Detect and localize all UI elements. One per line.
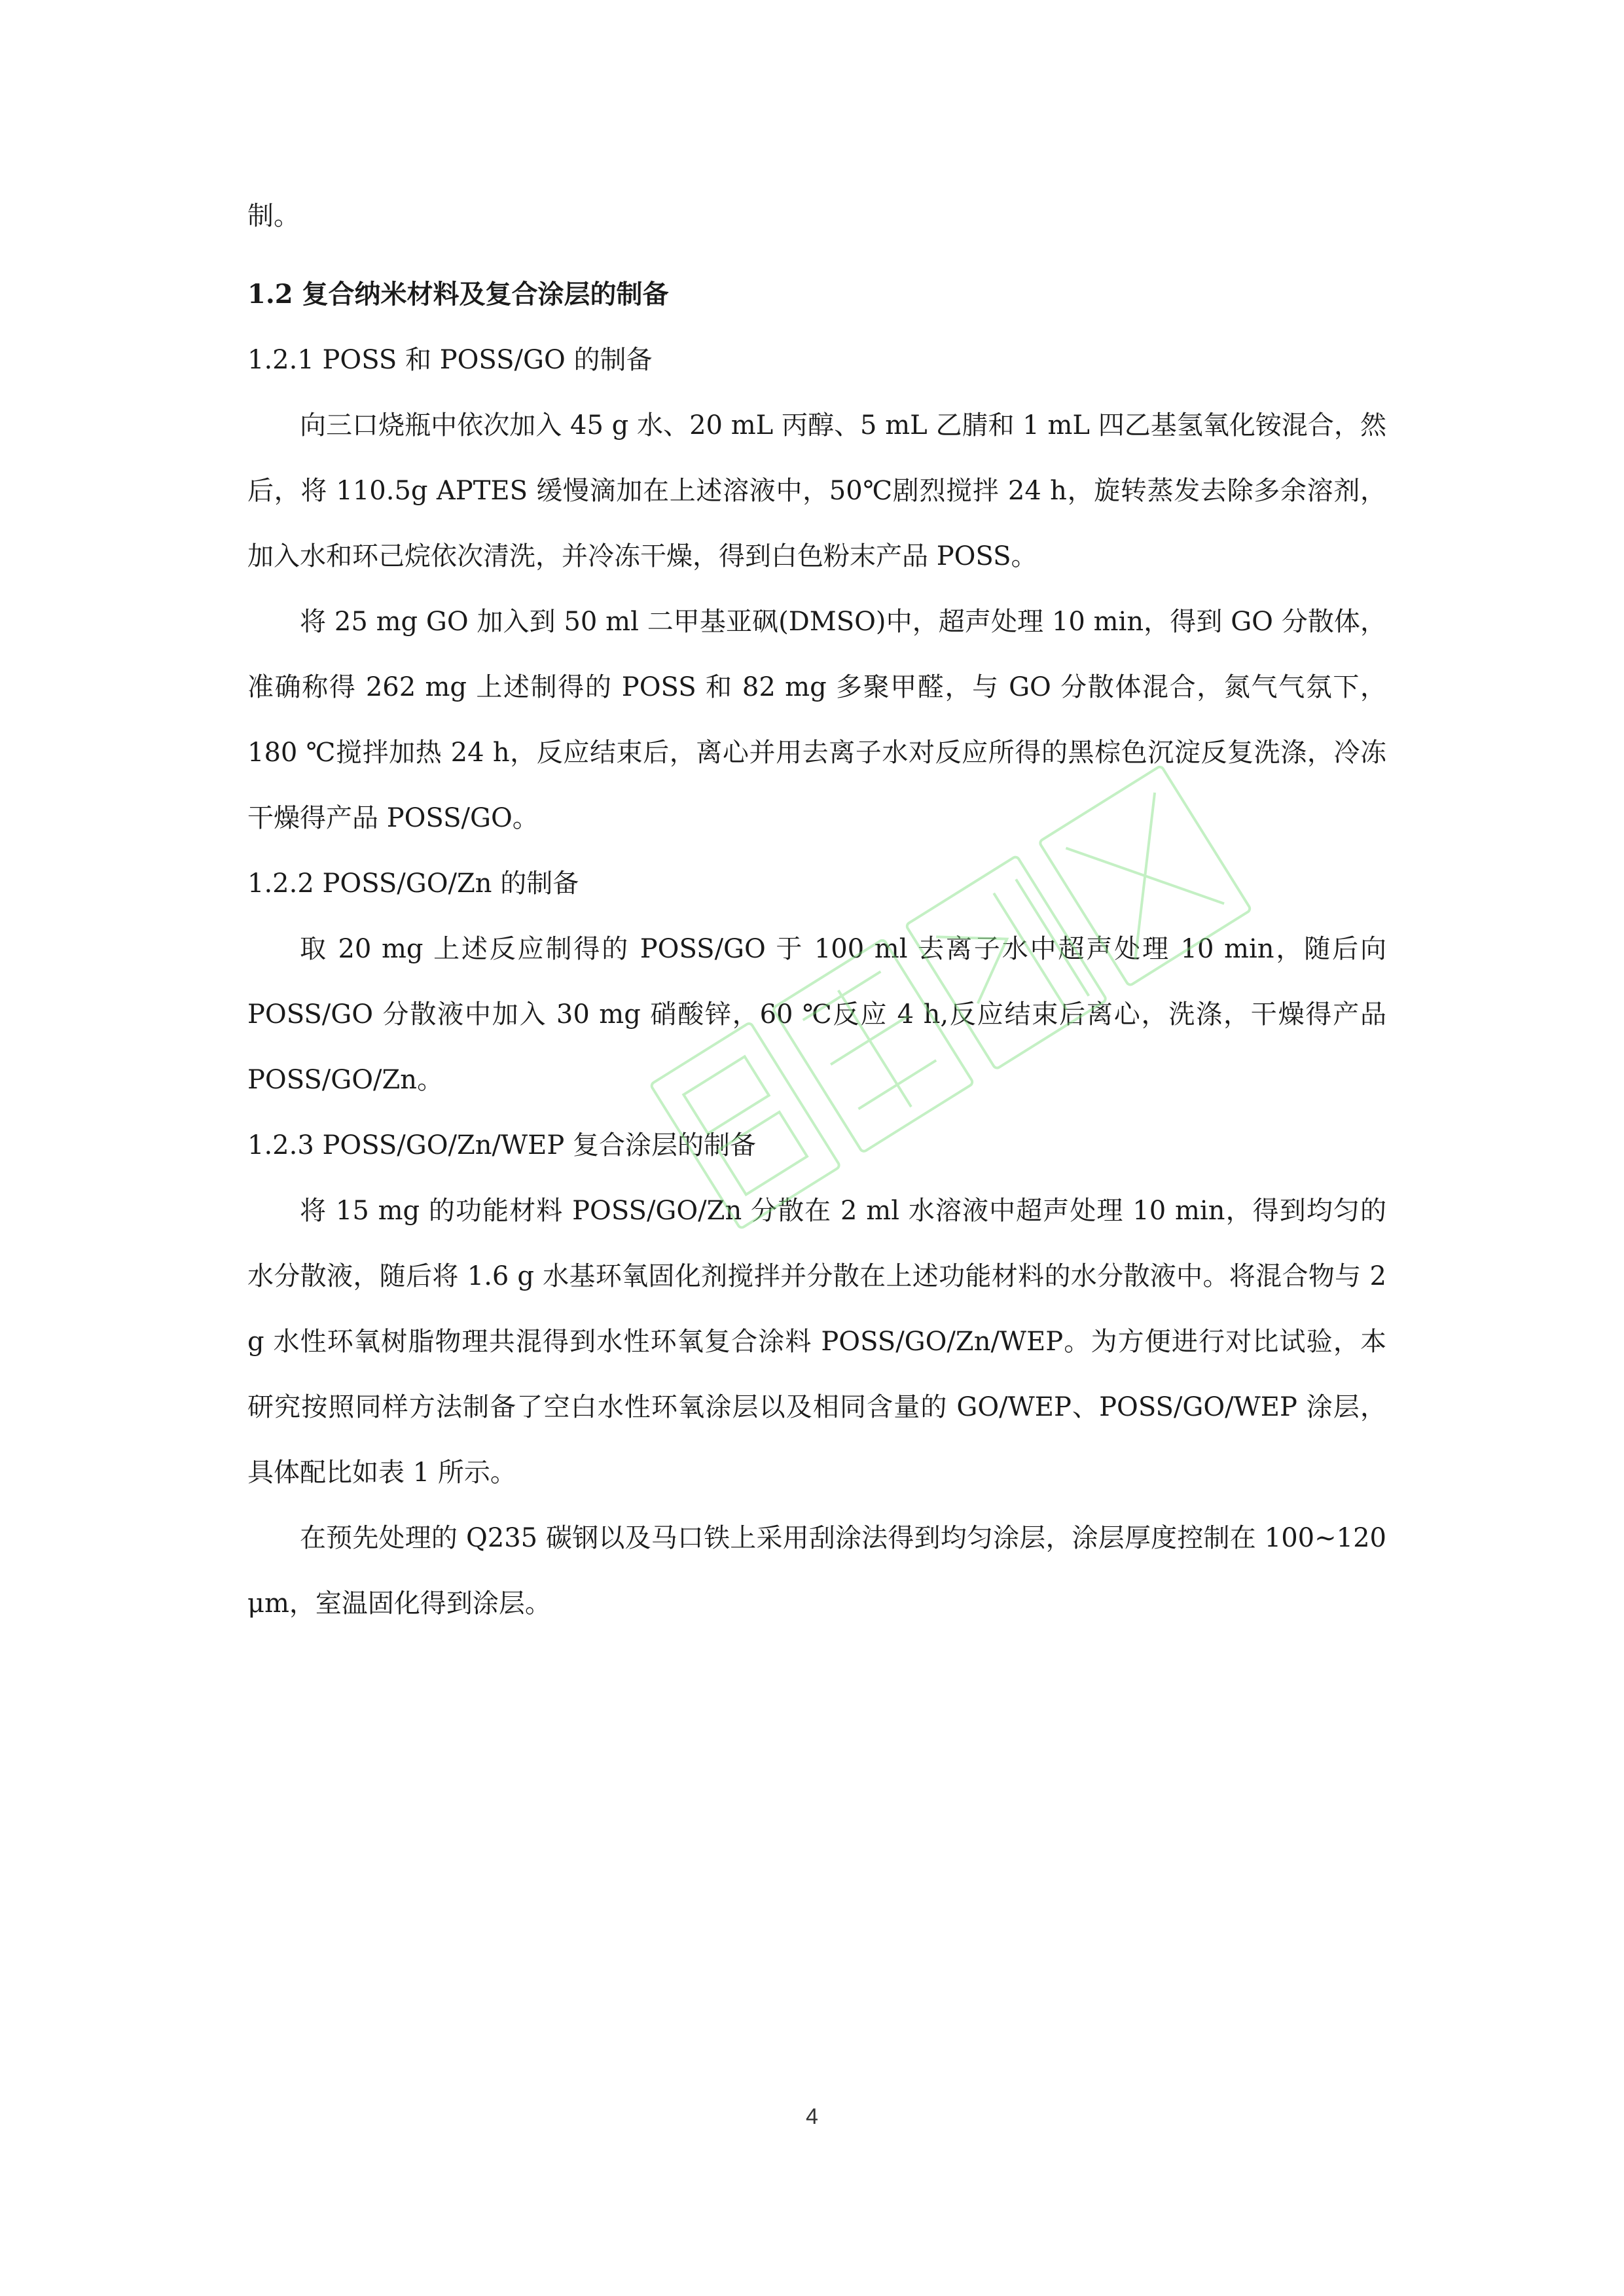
- paragraph: 在预先处理的 Q235 碳钢以及马口铁上采用刮涂法得到均匀涂层，涂层厚度控制在 100~120 μm，室温固化得到涂层。: [247, 1523, 1386, 1619]
- page-number: 4: [806, 2104, 818, 2129]
- paragraph: 向三口烧瓶中依次加入 45 g 水、20 mL 丙醇、5 mL 乙腈和 1 mL 四乙基氢氧化铵混合，然后，将 110.5g APTES 缓慢滴加在上述溶液中，50℃剧烈搅拌 24 h，旋转蒸发去除多余溶剂，加入水和环己烷依次清洗，并冷冻干燥，得到白色粉末产品 POSS。: [247, 410, 1386, 571]
- document-body: [247, 196, 1386, 1636]
- subsection-title: 1.2.2 POSS/GO/Zn 的制备: [247, 869, 579, 899]
- subsection-title: 1.2.3 POSS/GO/Zn/WEP 复合涂层的制备: [247, 1130, 756, 1160]
- subsection-title: 1.2.1 POSS 和 POSS/GO 的制备: [247, 345, 653, 375]
- section-heading: 1.2 复合纳米材料及复合涂层的制备: [247, 279, 669, 310]
- paragraph: 将 15 mg 的功能材料 POSS/GO/Zn 分散在 2 ml 水溶液中超声处理 10 min，得到均匀的水分散液，随后将 1.6 g 水基环氧固化剂搅拌并分散在上述功能材料的水分散液中。将混合物与 2 g 水性环氧树脂物理共混得到水性环氧复合涂料 POSS/GO/Zn/WEP。为方便进行对比试验，本研究按照同样方法制备了空白水性环氧涂层以及相同含量的 GO/WEP、POSS/GO/WEP 涂层，具体配比如表 1 所示。: [247, 1196, 1386, 1488]
- lead-text: 制。: [247, 201, 300, 231]
- paragraph: 取 20 mg 上述反应制得的 POSS/GO 于 100 ml 去离子水中超声处理 10 min，随后向 POSS/GO 分散液中加入 30 mg 硝酸锌，60 ℃反应 4 h,反应结束后离心，洗涤，干燥得产品 POSS/GO/Zn。: [247, 934, 1386, 1095]
- paragraph: 将 25 mg GO 加入到 50 ml 二甲基亚砜(DMSO)中，超声处理 10 min，得到 GO 分散体，准确称得 262 mg 上述制得的 POSS 和 82 mg 多聚甲醛，与 GO 分散体混合，氮气气氛下，180 ℃搅拌加热 24 h，反应结束后，离心并用去离子水对反应所得的黑棕色沉淀反复洗涤，冷冻干燥得产品 POSS/GO。: [247, 607, 1386, 833]
